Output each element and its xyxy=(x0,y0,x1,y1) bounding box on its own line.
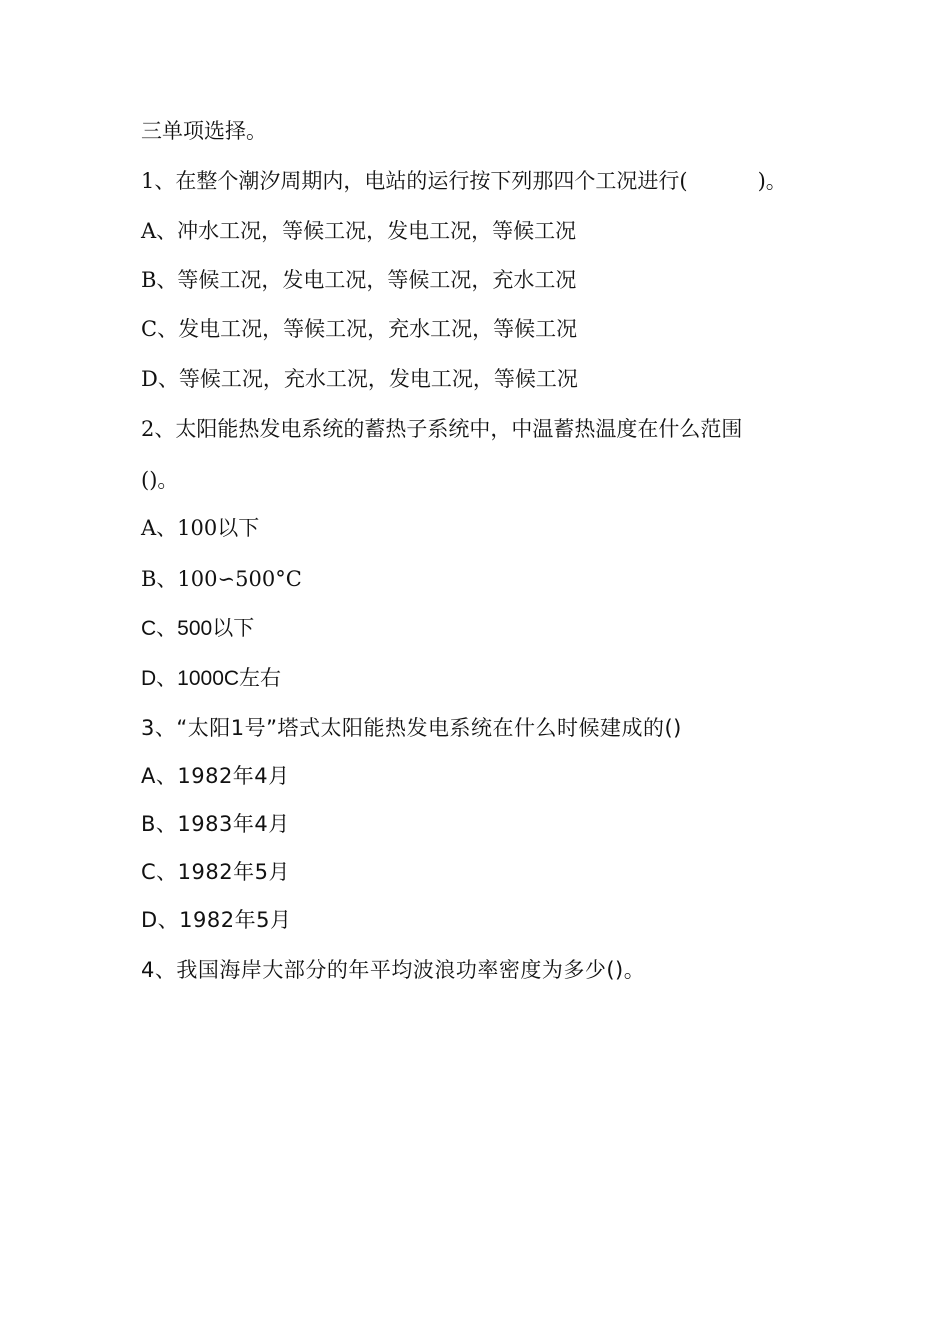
question-1-option-b: B、等候工况，发电工况，等候工况，充水工况 xyxy=(141,268,577,292)
question-1-option-d: D、等候工况，充水工况，发电工况，等候工况 xyxy=(141,367,578,391)
question-1-option-c: C、发电工况，等候工况，充水工况，等候工况 xyxy=(141,317,578,341)
question-3-option-c: C、1982年5月 xyxy=(141,860,290,884)
question-2-option-d: D、1000C左右 xyxy=(141,667,282,690)
question-2-stem: 2、太阳能热发电系统的蓄热子系统中，中温蓄热温度在什么范围 xyxy=(141,417,743,441)
question-3-option-b: B、1983年4月 xyxy=(141,812,290,836)
question-1-stem-text: 1、在整个潮汐周期内，电站的运行按下列那四个工况进行( xyxy=(141,169,688,193)
question-2-option-a: A、100以下 xyxy=(141,516,260,540)
question-1-option-a: A、冲水工况，等候工况，发电工况，等候工况 xyxy=(141,219,577,243)
question-3-stem: 3、“太阳1号”塔式太阳能热发电系统在什么时候建成的() xyxy=(141,716,682,740)
question-2-option-b: B、100∽500°C xyxy=(141,567,302,591)
question-1-stem xyxy=(141,167,787,195)
question-2-option-c: C、500以下 xyxy=(141,617,255,640)
section-title: 三单项选择。 xyxy=(141,119,267,143)
question-3-option-d: D、1982年5月 xyxy=(141,908,292,932)
question-4-stem: 4、我国海岸大部分的年平均波浪功率密度为多少()。 xyxy=(141,958,646,982)
question-3-option-a: A、1982年4月 xyxy=(141,764,290,788)
question-2-stem-continued: ()。 xyxy=(141,468,179,492)
question-1-stem-end: )。 xyxy=(757,169,787,193)
